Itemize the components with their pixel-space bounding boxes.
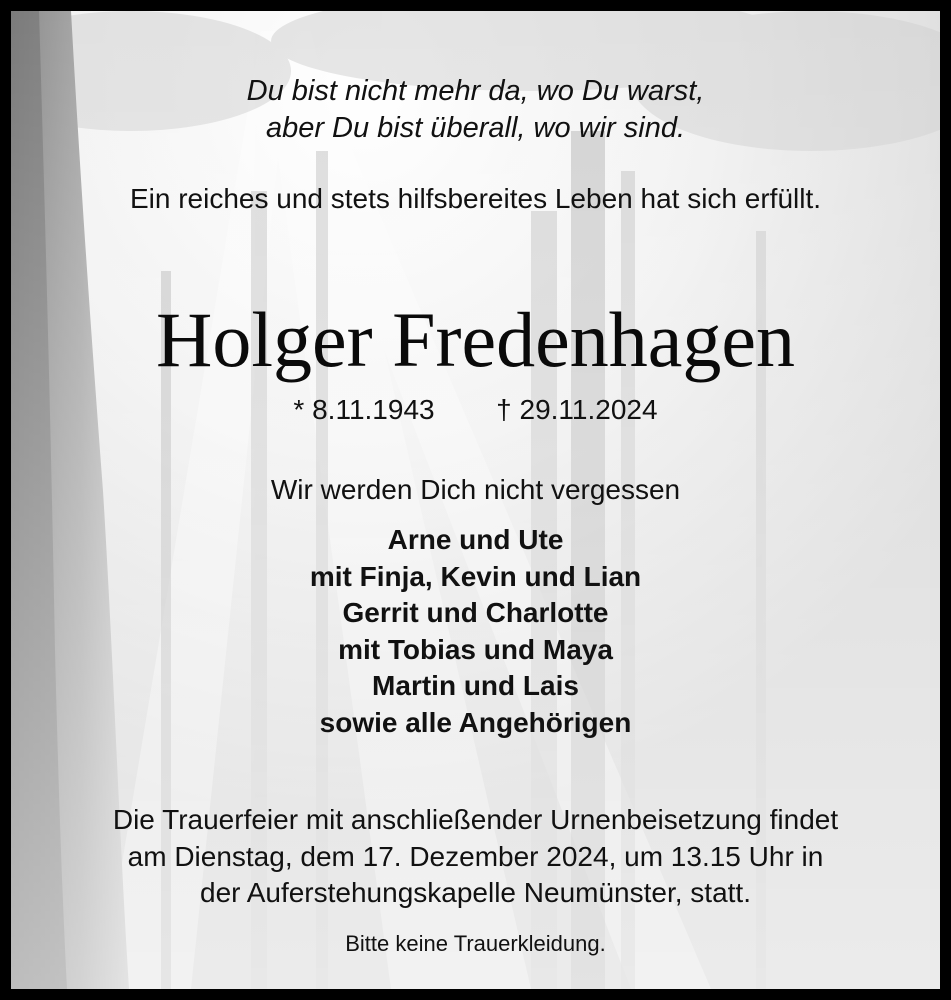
service-line-3: der Auferstehungskapelle Neumünster, statt.: [200, 877, 751, 908]
family-member: mit Finja, Kevin und Lian: [309, 560, 642, 592]
family-member: sowie alle Angehörigen: [319, 706, 632, 738]
dress-code-note: Bitte keine Trauerkleidung.: [345, 931, 606, 956]
family-member: Arne und Ute: [387, 524, 564, 555]
service-line-2: am Dienstag, dem 17. Dezember 2024, um 13.15 Uhr in: [127, 841, 824, 872]
intro-text: Ein reiches und stets hilfsbereites Leben hat sich erfüllt.: [129, 183, 822, 214]
life-dates: [11, 394, 940, 426]
mourning-line: Wir werden Dich nicht vergessen: [270, 474, 681, 505]
family-member: mit Tobias und Maya: [338, 633, 613, 665]
quote-line-1: Du bist nicht mehr da, wo Du warst,: [246, 75, 705, 107]
obituary-content: [11, 11, 940, 989]
family-member: Martin und Lais: [372, 670, 579, 701]
quote-line-2: aber Du bist überall, wo wir sind.: [265, 112, 686, 144]
death-date: † 29.11.2024: [496, 394, 658, 425]
family-member: Gerrit und Charlotte: [342, 597, 609, 628]
deceased-name: Holger Fredenhagen: [156, 296, 795, 383]
service-line-1: Die Trauerfeier mit anschließender Urnenbeisetzung findet: [112, 804, 839, 835]
birth-date: * 8.11.1943: [293, 394, 435, 425]
